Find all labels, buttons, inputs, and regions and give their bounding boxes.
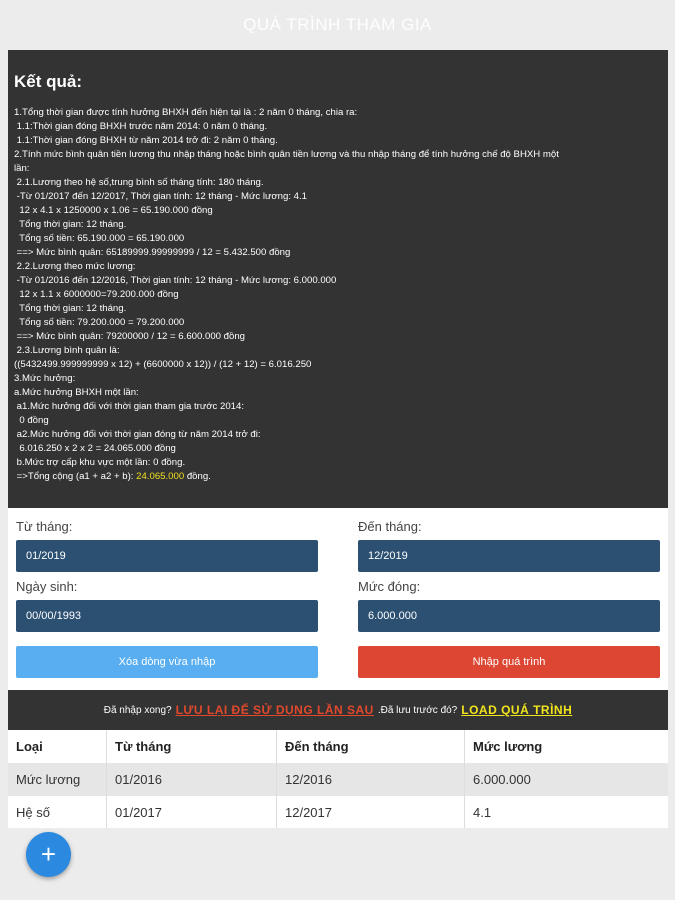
total-prefix: =>Tổng cộng (a1 + a2 + b): bbox=[14, 471, 137, 482]
result-line: 12 x 1.1 x 6000000=79.200.000 đồng bbox=[14, 289, 179, 300]
add-button[interactable] bbox=[26, 832, 71, 877]
entry-form bbox=[8, 508, 668, 690]
cell-from-month: 01/2016 bbox=[107, 763, 277, 796]
app-header bbox=[0, 0, 675, 50]
result-line: Tổng số tiền: 79.200.000 = 79.200.000 bbox=[14, 317, 185, 328]
result-line: ==> Mức bình quân: 79200000 / 12 = 6.600.000 đồng bbox=[14, 331, 245, 342]
result-line: a.Mức hưởng BHXH một lần: bbox=[14, 387, 139, 398]
total-value: 24.065.000 bbox=[136, 471, 185, 482]
contribution-label: Mức đóng: bbox=[358, 579, 421, 594]
result-line: 3.Mức hưởng: bbox=[14, 373, 76, 384]
birth-date-input[interactable]: 00/00/1993 bbox=[16, 600, 318, 632]
result-line: ((5432499.999999999 x 12) + (6600000 x 12)) / (12 + 12) = 6.016.250 bbox=[14, 359, 312, 370]
result-line: -Từ 01/2016 đến 12/2016, Thời gian tính: 12 tháng - Mức lương: 6.000.000 bbox=[14, 275, 337, 286]
result-line: 1.1:Thời gian đóng BHXH trước năm 2014: 0 năm 0 tháng. bbox=[14, 121, 268, 132]
save-load-bar bbox=[8, 690, 668, 730]
save-prompt-text: Đã nhập xong? bbox=[103, 704, 172, 716]
clear-last-entry-button[interactable]: Xóa dòng vừa nhập bbox=[16, 646, 318, 678]
cell-salary: 6.000.000 bbox=[473, 772, 531, 787]
result-line: b.Mức trợ cấp khu vực một lần: 0 đồng. bbox=[14, 457, 186, 468]
load-process-link[interactable]: LOAD QUÁ TRÌNH bbox=[461, 703, 573, 717]
header-to-month: Đến tháng bbox=[277, 730, 465, 763]
to-month-input[interactable]: 12/2019 bbox=[358, 540, 660, 572]
cell-to-month: 12/2017 bbox=[277, 796, 465, 828]
result-line: 6.016.250 x 2 x 2 = 24.065.000 đồng bbox=[14, 443, 176, 454]
result-panel bbox=[8, 50, 668, 508]
cell-from-month: 01/2017 bbox=[107, 796, 277, 828]
result-line: -Từ 01/2017 đến 12/2017, Thời gian tính: 12 tháng - Mức lương: 4.1 bbox=[14, 191, 308, 202]
cell-to-month: 12/2016 bbox=[277, 763, 465, 796]
header-from-month: Từ tháng bbox=[107, 730, 277, 763]
plus-icon: + bbox=[40, 839, 57, 869]
result-line: ==> Mức bình quân: 65189999.99999999 / 12 = 5.432.500 đồng bbox=[14, 247, 291, 258]
result-line: a2.Mức hưởng đối với thời gian đóng từ năm 2014 trở đi: bbox=[14, 429, 261, 440]
result-line: 0 đồng bbox=[14, 415, 49, 426]
result-line: Tổng thời gian: 12 tháng. bbox=[14, 219, 127, 230]
result-line: Tổng thời gian: 12 tháng. bbox=[14, 303, 127, 314]
from-month-input[interactable]: 01/2019 bbox=[16, 540, 318, 572]
table-row[interactable] bbox=[8, 796, 668, 828]
to-month-label: Đến tháng: bbox=[358, 519, 422, 534]
table-header-row bbox=[8, 730, 668, 763]
result-line: 1.1:Thời gian đóng BHXH từ năm 2014 trở đi: 2 năm 0 tháng. bbox=[14, 135, 278, 146]
table-row[interactable] bbox=[8, 763, 668, 796]
save-for-later-link[interactable]: LƯU LẠI ĐỂ SỬ DỤNG LẦN SAU bbox=[175, 703, 374, 717]
result-line: a1.Mức hưởng đối với thời gian tham gia trước 2014: bbox=[14, 401, 245, 412]
result-line: 2.3.Lương bình quân là: bbox=[14, 345, 120, 356]
header-type: Loại bbox=[8, 730, 107, 763]
birth-date-label: Ngày sinh: bbox=[16, 579, 78, 594]
result-heading: Kết quả: bbox=[14, 72, 82, 91]
cell-salary: 4.1 bbox=[473, 804, 492, 820]
result-line: Tổng số tiền: 65.190.000 = 65.190.000 bbox=[14, 233, 185, 244]
result-total-line bbox=[14, 470, 662, 484]
from-month-label: Từ tháng: bbox=[16, 519, 73, 534]
result-line: 2.2.Lương theo mức lương: bbox=[14, 261, 136, 272]
result-line: 2.1.Lương theo hệ số,trung bình số tháng tính: 180 tháng. bbox=[14, 177, 264, 188]
enter-process-button[interactable]: Nhập quá trình bbox=[358, 646, 660, 678]
result-line: lần: bbox=[14, 163, 30, 174]
result-line: 1.Tổng thời gian được tính hưởng BHXH đến hiện tại là : 2 năm 0 tháng, chia ra: bbox=[14, 107, 358, 118]
cell-type: Mức lương bbox=[8, 763, 107, 796]
result-line: 2.Tính mức bình quân tiền lương thu nhập tháng hoặc bình quân tiền lương và thu nhập tháng để tính hưởng chế độ BHXH một bbox=[14, 149, 559, 160]
total-suffix: đồng. bbox=[184, 471, 211, 482]
page-title: QUÁ TRÌNH THAM GIA bbox=[243, 15, 432, 34]
result-line: 12 x 4.1 x 1250000 x 1.06 = 65.190.000 đồng bbox=[14, 205, 213, 216]
load-prompt-text: .Đã lưu trước đó? bbox=[377, 704, 458, 716]
contribution-input[interactable]: 6.000.000 bbox=[358, 600, 660, 632]
cell-type: Hệ số bbox=[8, 796, 107, 828]
process-table bbox=[8, 730, 668, 828]
result-lines bbox=[14, 106, 662, 470]
header-salary: Mức lương bbox=[473, 739, 543, 754]
